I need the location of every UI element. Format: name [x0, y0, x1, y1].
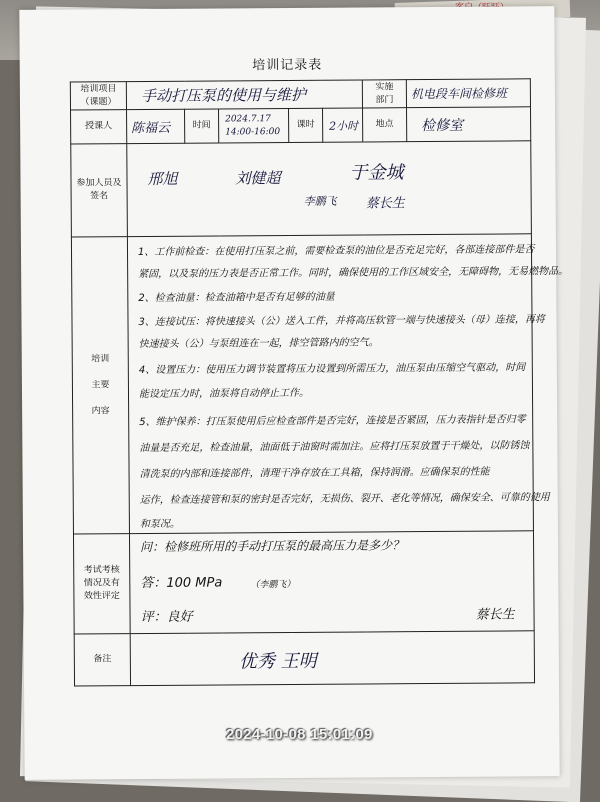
- content-line: 和泵况。: [139, 518, 180, 531]
- participant-signature: 邢旭: [147, 169, 178, 188]
- participant-signature: 蔡长生: [365, 196, 405, 212]
- content-line: 5、维护保养：打压泵使用后应检查部件是否完好，连接是否紧固，压力表指针是否归零: [139, 414, 526, 429]
- time-value: 2024.7.17 14:00-16:00: [225, 113, 281, 137]
- document-title: 培训记录表: [252, 57, 323, 74]
- evaluation-signer: 蔡长生: [475, 607, 515, 623]
- hours-value: 2小时: [329, 119, 359, 133]
- department-value-cell: [406, 79, 530, 108]
- evaluation-answer: 答：100 MPa: [140, 575, 223, 592]
- lecturer-value: 陈福云: [131, 120, 171, 137]
- training-record-table: [70, 78, 569, 686]
- time-value-cell: [219, 108, 289, 142]
- participant-signature: 李鹏飞: [303, 194, 337, 208]
- content-line: 3、连接试压：将快速接头（公）送入工件，并将高压软管一端与快速接头（母）连接，再将: [138, 314, 545, 329]
- location-value-cell: [407, 107, 531, 142]
- participants-label: 参加人员及 签名: [71, 144, 128, 237]
- remarks-label: 备注: [74, 634, 130, 686]
- department-value: 机电段车间检修班: [410, 86, 507, 102]
- evaluation-answer-by: （李鹏飞）: [250, 579, 296, 591]
- remarks-cell: [130, 631, 534, 686]
- evaluation-cell: [129, 531, 534, 634]
- hours-label: 课时: [289, 108, 323, 142]
- evaluation-review: 评：良好: [140, 609, 193, 626]
- content-line: 清洗泵的内部和连接部件，清理干净存放在工具箱，保持润滑。应确保泵的性能: [139, 466, 490, 481]
- training-content-cell: [127, 234, 569, 534]
- lecturer-label: 授课人: [71, 110, 127, 144]
- project-label: 培训项目 （课题）: [70, 82, 126, 110]
- location-label: 地点: [363, 108, 407, 142]
- evaluation-question: 问：检修班所用的手动打压泵的最高压力是多少？: [140, 538, 405, 555]
- training-record-sheet: [19, 6, 569, 780]
- participants-signature-cell: [127, 141, 532, 237]
- time-label: 时间: [185, 109, 219, 143]
- project-value-cell: [126, 80, 362, 110]
- content-line: 4、设置压力：使用压力调节装置将压力设置到所需压力，油压泵由压缩空气驱动，时间: [138, 362, 526, 377]
- participant-signature: 刘健超: [235, 169, 281, 188]
- department-label: 实施 部门: [362, 80, 406, 108]
- hours-value-cell: [323, 108, 363, 142]
- content-line: 1、工作前检查：在使用打压泵之前，需要检查泵的油位是否充足完好，各部连接部件是否: [137, 244, 535, 259]
- remarks-signature: 优秀 王明: [238, 650, 317, 673]
- participant-signature: 于金城: [349, 162, 404, 184]
- evaluation-label: 考试考核 情况及有 效性评定: [73, 534, 130, 634]
- content-line: 快速接头（公）与泵组连在一起，排空管路内的空气。: [138, 337, 379, 351]
- content-label: 培训 主要 内容: [71, 237, 129, 534]
- content-line: 紧固，以及泵的压力表是否正常工作。同时，确保使用的工作区域安全，无障碍物，无易燃物品。: [138, 266, 569, 281]
- location-value: 检修室: [421, 117, 464, 134]
- content-line: 油量是否充足，检查油量，油面低于油窗时需加注。应将打压泵放置于干燥处，以防锈蚀: [139, 440, 530, 455]
- content-line: 能设定压力时，油泵将自动停止工作。: [138, 387, 310, 401]
- content-line: 运作，检查连接管和泵的密封是否完好，无损伤、裂开、老化等情况，确保安全、可靠的使用: [139, 492, 550, 507]
- photo-timestamp: 2024-10-08 15:01:09: [226, 726, 373, 743]
- content-line: 2、检查油量：检查油箱中是否有足够的油量: [138, 291, 335, 305]
- project-value: 手动打压泵的使用与维护: [140, 85, 306, 106]
- lecturer-value-cell: [127, 109, 185, 143]
